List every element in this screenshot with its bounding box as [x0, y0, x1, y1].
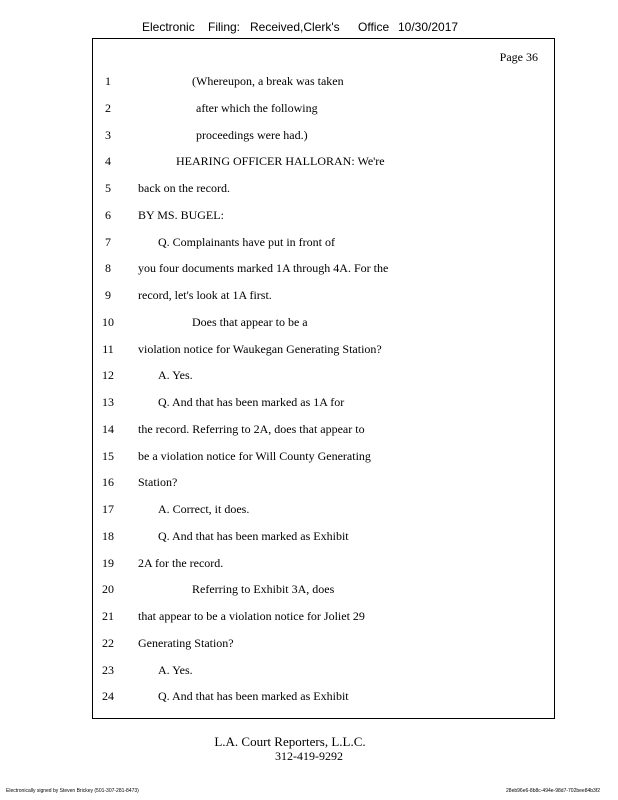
- court-reporter-phone-text: 312-419-9292: [275, 749, 343, 763]
- transcript-line: [92, 555, 552, 571]
- line-text: Q. Complainants have put in front of: [158, 234, 335, 249]
- transcript-line: [92, 260, 552, 276]
- line-text: A. Yes.: [158, 368, 193, 383]
- line-text: proceedings were had.): [196, 127, 308, 142]
- line-text: Station?: [138, 475, 178, 490]
- line-number: 13: [102, 395, 114, 409]
- line-number: 5: [105, 181, 111, 195]
- filing-header-word-filing: Filing:: [208, 20, 241, 34]
- line-number: 20: [102, 582, 114, 597]
- line-number: 22: [102, 635, 114, 650]
- transcript-line: [92, 153, 552, 169]
- transcript-line: [92, 608, 552, 624]
- line-text: Does that appear to be a: [192, 314, 308, 329]
- transcript-line: [92, 180, 552, 196]
- court-reporter-name-text: L.A. Court Reporters, L.L.C.: [214, 734, 366, 749]
- line-number: 9: [105, 288, 111, 302]
- line-text: that appear to be a violation notice for Joliet 29: [138, 609, 365, 623]
- line-number: 17: [102, 502, 114, 516]
- transcript-line: [92, 528, 552, 544]
- filing-header-word-electronic: Electronic: [142, 20, 195, 34]
- transcript-line: [92, 100, 552, 116]
- line-text: violation notice for Waukegan Generating Station?: [138, 341, 382, 356]
- court-reporter-phone: [0, 749, 618, 764]
- transcript-line: [92, 394, 552, 410]
- line-number: 14: [102, 421, 114, 436]
- filing-header-word-received: Received,Clerk's: [250, 20, 340, 34]
- line-text: Q. And that has been marked as Exhibit: [158, 689, 349, 704]
- court-reporter-name: [0, 734, 618, 750]
- document-hash: 28eb96e6-8b8c-494e-98d7-702bee84b3f2: [506, 788, 600, 794]
- line-text: A. Correct, it does.: [158, 502, 250, 516]
- line-text: HEARING OFFICER HALLORAN: We're: [176, 154, 385, 169]
- line-number: 16: [102, 475, 114, 490]
- line-text: A. Yes.: [158, 662, 193, 677]
- line-number: 10: [102, 314, 114, 329]
- transcript-line: [92, 448, 552, 464]
- line-number: 1: [105, 74, 111, 88]
- line-number: 6: [105, 207, 111, 222]
- transcript-line: [92, 367, 552, 383]
- line-number: 24: [102, 689, 114, 704]
- line-number: 21: [102, 609, 114, 623]
- line-text: Generating Station?: [138, 635, 234, 650]
- transcript-line: [92, 341, 552, 357]
- line-number: 23: [102, 662, 114, 677]
- transcript-line: [92, 662, 552, 678]
- line-text: (Whereupon, a break was taken: [192, 74, 344, 88]
- line-text: Q. And that has been marked as 1A for: [158, 395, 345, 409]
- filing-header-date: 10/30/2017: [398, 20, 459, 34]
- line-text: after which the following: [196, 100, 318, 115]
- line-number: 18: [102, 528, 114, 543]
- transcript-line: [92, 688, 552, 704]
- transcript-line: [92, 127, 552, 143]
- line-number: 7: [105, 234, 111, 249]
- transcript-line: [92, 287, 552, 303]
- line-number: 19: [102, 555, 114, 570]
- line-text: Q. And that has been marked as Exhibit: [158, 528, 349, 543]
- transcript-line: [92, 207, 552, 223]
- line-number: 3: [105, 127, 111, 142]
- line-text: record, let's look at 1A first.: [138, 288, 272, 302]
- line-number: 12: [102, 368, 114, 383]
- filing-header-word-office: Office: [358, 20, 390, 34]
- electronic-filing-header: [0, 20, 618, 38]
- page-number: Page 36: [499, 50, 538, 64]
- transcript-line: [92, 421, 552, 437]
- line-text: back on the record.: [138, 181, 230, 195]
- line-number: 15: [102, 448, 114, 463]
- line-number: 11: [102, 341, 114, 356]
- electronic-signature-note: Electronically signed by Steven Brickey (501-307-281-8473): [6, 788, 139, 794]
- line-number: 2: [105, 100, 111, 115]
- transcript-line: [92, 314, 552, 330]
- transcript-line: [92, 73, 552, 89]
- line-text: 2A for the record.: [138, 555, 224, 570]
- line-text: you four documents marked 1A through 4A. For the: [138, 261, 389, 276]
- transcript-line: [92, 581, 552, 597]
- line-text: be a violation notice for Will County Generating: [138, 448, 371, 463]
- line-text: BY MS. BUGEL:: [138, 207, 224, 222]
- transcript-line: [92, 474, 552, 490]
- transcript-line: [92, 635, 552, 651]
- transcript-line: [92, 501, 552, 517]
- line-number: 4: [105, 154, 111, 169]
- line-text: the record. Referring to 2A, does that appear to: [138, 421, 365, 436]
- line-text: Referring to Exhibit 3A, does: [192, 582, 335, 597]
- transcript-line: [92, 234, 552, 250]
- line-number: 8: [105, 261, 111, 276]
